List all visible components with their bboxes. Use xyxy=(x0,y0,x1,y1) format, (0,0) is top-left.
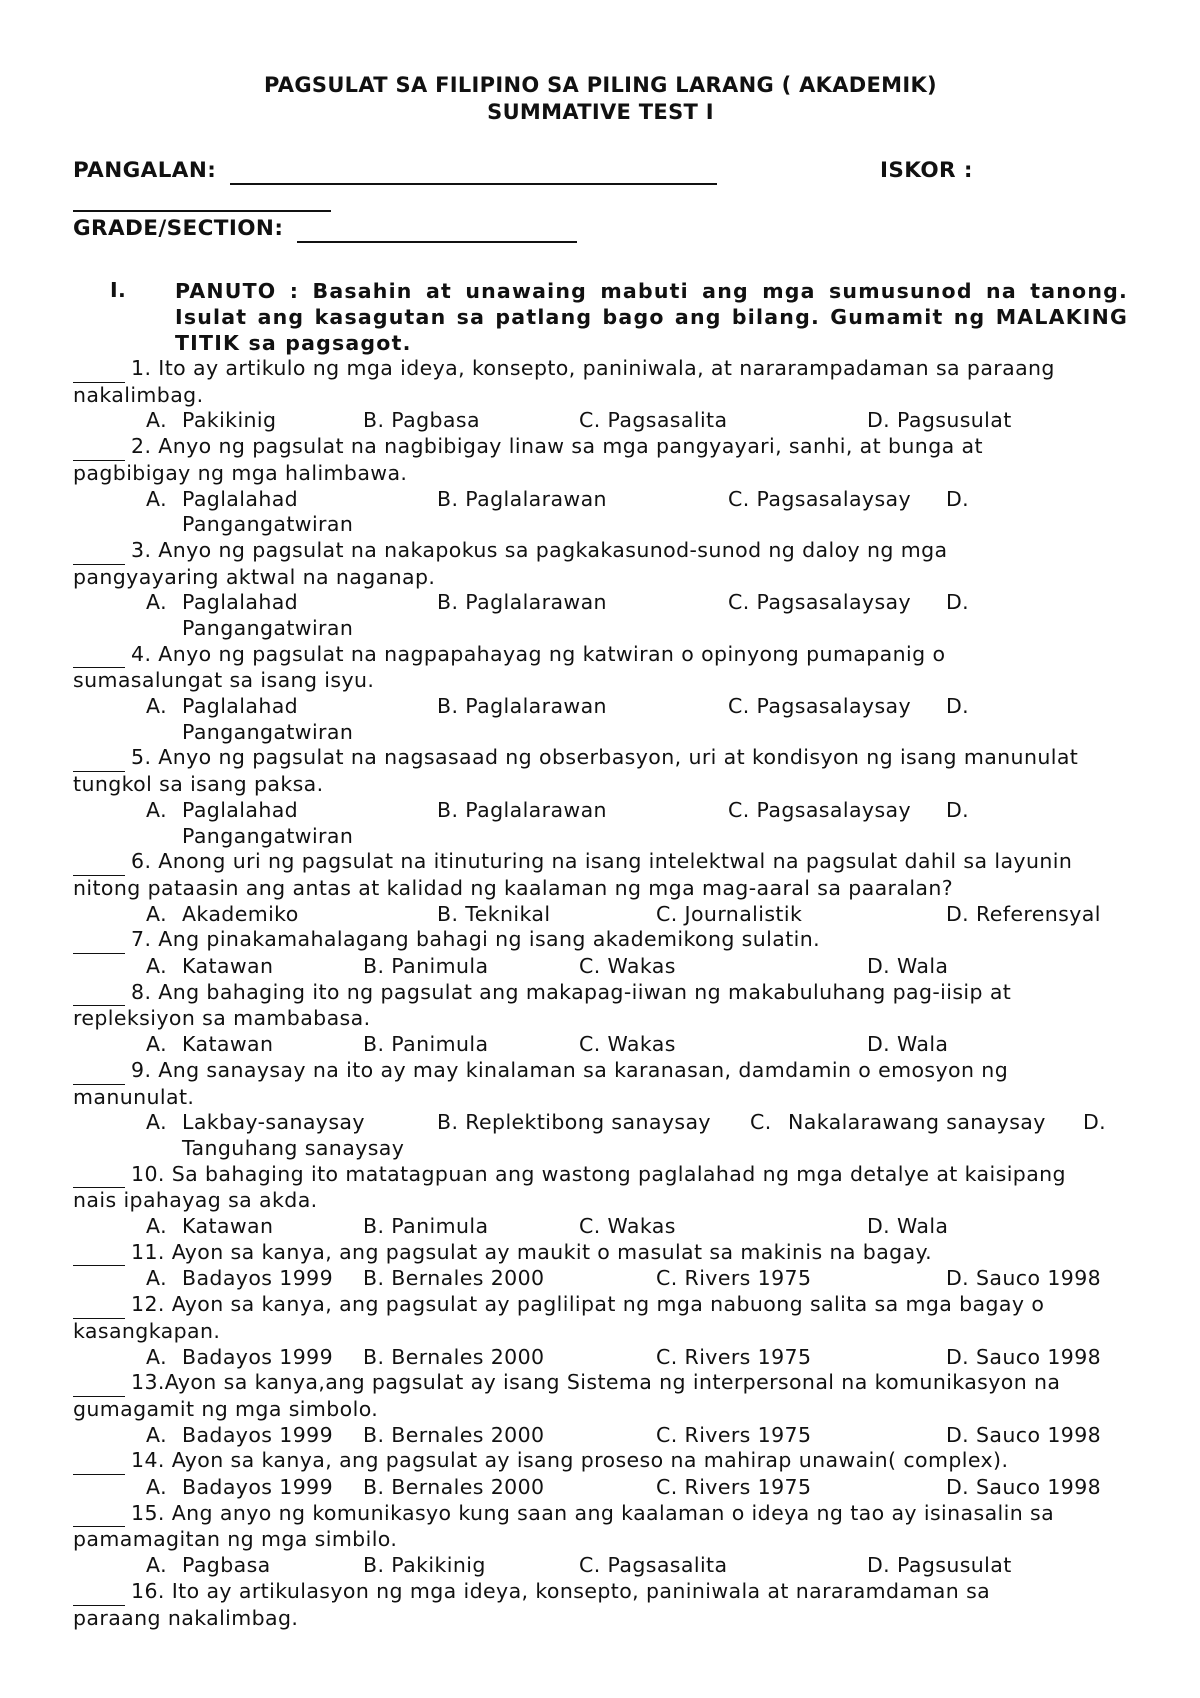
question-text-continued: tungkol sa isang paksa. xyxy=(73,772,324,797)
question-item xyxy=(73,1370,1128,1448)
answer-blank[interactable] xyxy=(73,980,125,1007)
question-line xyxy=(73,538,1128,565)
question-item xyxy=(73,1162,1128,1240)
answer-blank[interactable] xyxy=(73,642,125,669)
option-c: C. Pagsasalaysay xyxy=(728,590,912,615)
instructions xyxy=(73,278,1128,356)
question-text: 11. Ayon sa kanya, ang pagsulat ay maukit o masulat sa makinis na bagay. xyxy=(131,1239,933,1264)
answer-blank[interactable] xyxy=(73,1058,125,1085)
answer-blank[interactable] xyxy=(73,1162,125,1189)
answer-blank[interactable] xyxy=(73,1501,125,1528)
name-blank[interactable] xyxy=(230,158,717,185)
question-line xyxy=(73,927,1128,954)
question-text-continued: pamamagitan ng mga simbilo. xyxy=(73,1527,398,1552)
question-text: 5. Anyo ng pagsulat na nagsasaad ng obserbasyon, uri at kondisyon ng isang manunulat xyxy=(131,745,1079,770)
option-c: C. Rivers 1975 xyxy=(656,1266,812,1291)
question-line xyxy=(73,1162,1128,1189)
question-item xyxy=(73,1240,1128,1292)
option-a: Akademiko xyxy=(182,901,299,926)
document-subtitle: SUMMATIVE TEST I xyxy=(487,100,714,124)
option-d-letter: D. xyxy=(946,694,970,719)
option-a: Paglalahad xyxy=(182,590,299,615)
section-row xyxy=(73,216,1128,248)
question-text-continued: paraang nakalimbag. xyxy=(73,1605,299,1630)
question-text-continued: kasangkapan. xyxy=(73,1318,221,1343)
option-a-letter: A. xyxy=(146,954,167,979)
option-a: Badayos 1999 xyxy=(182,1266,334,1291)
answer-blank[interactable] xyxy=(73,356,125,383)
option-d: D. Wala xyxy=(867,1032,949,1057)
option-a-letter: A. xyxy=(146,1110,167,1135)
option-b: B. Bernales 2000 xyxy=(363,1344,545,1369)
score-label: ISKOR : xyxy=(880,158,973,183)
option-a: Paglalahad xyxy=(182,486,299,511)
options-row xyxy=(73,1110,1128,1161)
options-row xyxy=(73,487,1128,538)
question-text: 9. Ang sanaysay na ito ay may kinalaman sa karanasan, damdamin o emosyon ng xyxy=(131,1057,1009,1082)
options-row xyxy=(73,1475,1128,1501)
option-b: B. Teknikal xyxy=(437,901,551,926)
option-a: Lakbay-sanaysay xyxy=(182,1110,365,1135)
option-a-letter: A. xyxy=(146,901,167,926)
question-line xyxy=(73,356,1128,383)
option-b: B. Paglalarawan xyxy=(437,694,607,719)
question-text: 3. Anyo ng pagsulat na nakapokus sa pagkakasunod-sunod ng daloy ng mga xyxy=(131,537,948,562)
answer-blank[interactable] xyxy=(73,1292,125,1319)
option-b: B. Bernales 2000 xyxy=(363,1266,545,1291)
question-text-continued: pagbibigay ng mga halimbawa. xyxy=(73,460,408,485)
question-text: 7. Ang pinakamahalagang bahagi ng isang akademikong sulatin. xyxy=(131,927,821,952)
instructions-text: PANUTO : Basahin at unawaing mabuti ang mga sumusunod na tanong. Isulat ang kasagutan sa patlang bago ang bilang. Gumamit ng MALAKING TITIK sa pagsagot. xyxy=(175,279,1128,355)
options-row xyxy=(73,408,1128,434)
options-row xyxy=(73,1345,1128,1371)
option-c: C. Journalistik xyxy=(656,901,803,926)
option-c: C. Wakas xyxy=(579,1214,676,1239)
question-item xyxy=(73,1058,1128,1162)
question-text: 8. Ang bahaging ito ng pagsulat ang makapag-iiwan ng makabuluhang pag-iisip at xyxy=(131,979,1012,1004)
options-row xyxy=(73,798,1128,849)
score-blank-row xyxy=(73,188,1128,214)
options-row xyxy=(73,1266,1128,1292)
question-text-continued: nais ipahayag sa akda. xyxy=(73,1188,318,1213)
answer-blank[interactable] xyxy=(73,1370,125,1397)
option-d-letter: D. xyxy=(1083,1110,1107,1135)
question-text: 1. Ito ay artikulo ng mga ideya, konsepto, paniniwala, at nararampadaman sa paraang xyxy=(131,356,1055,380)
question-text-continued: pangyayaring aktwal na naganap. xyxy=(73,564,436,589)
question-text-continued: repleksiyon sa mambabasa. xyxy=(73,1006,371,1031)
option-a: Paglalahad xyxy=(182,797,299,822)
option-d: Pangangatwiran xyxy=(182,615,354,640)
answer-blank[interactable] xyxy=(73,927,125,954)
option-d: D. Pagsusulat xyxy=(867,408,1012,433)
option-d: D. Pagsusulat xyxy=(867,1553,1012,1578)
option-a: Pagbasa xyxy=(182,1553,271,1578)
option-d: Pangangatwiran xyxy=(182,823,354,848)
option-c: C. Rivers 1975 xyxy=(656,1344,812,1369)
option-c: C. Pagsasalita xyxy=(579,408,728,433)
option-a: Paglalahad xyxy=(182,694,299,719)
option-c: C. Rivers 1975 xyxy=(656,1422,812,1447)
question-text: 13.Ayon sa kanya,ang pagsulat ay isang Sistema ng interpersonal na komunikasyon na xyxy=(131,1370,1061,1395)
answer-blank[interactable] xyxy=(73,1448,125,1475)
question-text: 6. Anong uri ng pagsulat na itinuturing na isang intelektwal na pagsulat dahil sa layunin xyxy=(131,849,1073,874)
question-text-continued: nakalimbag. xyxy=(73,382,204,407)
question-item xyxy=(73,1292,1128,1370)
document-title: PAGSULAT SA FILIPINO SA PILING LARANG ( AKADEMIK) xyxy=(264,73,937,97)
question-line xyxy=(73,1579,1128,1606)
option-b: B. Panimula xyxy=(363,954,489,979)
option-a-letter: A. xyxy=(146,1032,167,1057)
question-item xyxy=(73,356,1128,434)
instructions-number: I. xyxy=(110,278,127,302)
option-b: B. Bernales 2000 xyxy=(363,1422,545,1447)
score-blank[interactable] xyxy=(73,188,331,212)
option-d: Tanguhang sanaysay xyxy=(182,1135,405,1160)
question-text: 15. Ang anyo ng komunikasyo kung saan ang kaalaman o ideya ng tao ay isinasalin sa xyxy=(131,1500,1055,1525)
question-line xyxy=(73,1058,1128,1085)
section-blank[interactable] xyxy=(297,216,577,243)
question-text-continued: nitong pataasin ang antas at kalidad ng kaalaman ng mga mag-aaral sa paaralan? xyxy=(73,875,954,900)
question-list xyxy=(73,356,1128,1631)
question-text: 12. Ayon sa kanya, ang pagsulat ay paglilipat ng mga nabuong salita sa mga bagay o xyxy=(131,1292,1045,1317)
option-c: C. Pagsasalita xyxy=(579,1553,728,1578)
option-c: C. Pagsasalaysay xyxy=(728,694,912,719)
option-a-letter: A. xyxy=(146,590,167,615)
question-line xyxy=(73,434,1128,461)
options-row xyxy=(73,590,1128,641)
option-a: Katawan xyxy=(182,1032,274,1057)
option-c: Nakalarawang sanaysay xyxy=(788,1110,1046,1135)
question-item xyxy=(73,927,1128,979)
option-a: Katawan xyxy=(182,954,274,979)
option-a-letter: A. xyxy=(146,1422,167,1447)
option-a-letter: A. xyxy=(146,1214,167,1239)
options-row xyxy=(73,1032,1128,1058)
option-d-letter: D. xyxy=(946,797,970,822)
option-a-letter: A. xyxy=(146,797,167,822)
question-text: 4. Anyo ng pagsulat na nagpapahayag ng katwiran o opinyong pumapanig o xyxy=(131,641,946,666)
option-b: B. Pagbasa xyxy=(363,408,480,433)
question-line xyxy=(73,1448,1128,1475)
option-d: D. Wala xyxy=(867,1214,949,1239)
question-item xyxy=(73,1501,1128,1579)
option-d: D. Sauco 1998 xyxy=(946,1422,1102,1447)
question-line xyxy=(73,642,1128,669)
options-row xyxy=(73,1553,1128,1579)
question-line xyxy=(73,980,1128,1007)
option-a: Katawan xyxy=(182,1214,274,1239)
question-line xyxy=(73,1240,1128,1267)
answer-blank[interactable] xyxy=(73,538,125,565)
option-c-letter: C. xyxy=(750,1110,772,1135)
option-c: C. Wakas xyxy=(579,1032,676,1057)
options-row xyxy=(73,902,1128,928)
question-item xyxy=(73,849,1128,927)
option-b: B. Pakikinig xyxy=(363,1553,486,1578)
question-text: 14. Ayon sa kanya, ang pagsulat ay isang proseso na mahirap unawain( complex). xyxy=(131,1448,1009,1473)
question-line xyxy=(73,849,1128,876)
answer-blank[interactable] xyxy=(73,745,125,772)
question-item xyxy=(73,1448,1128,1500)
option-a-letter: A. xyxy=(146,694,167,719)
option-d-letter: D. xyxy=(946,486,970,511)
option-d: D. Sauco 1998 xyxy=(946,1475,1102,1500)
option-c: C. Pagsasalaysay xyxy=(728,486,912,511)
option-b: B. Paglalarawan xyxy=(437,590,607,615)
name-score-row xyxy=(73,158,1128,188)
option-a-letter: A. xyxy=(146,1266,167,1291)
question-line xyxy=(73,1370,1128,1397)
option-a-letter: A. xyxy=(146,1553,167,1578)
question-text: 16. Ito ay artikulasyon ng mga ideya, konsepto, paniniwala at nararamdaman sa xyxy=(131,1578,991,1603)
option-b: B. Paglalarawan xyxy=(437,797,607,822)
question-line xyxy=(73,1292,1128,1319)
option-a-letter: A. xyxy=(146,486,167,511)
option-a: Badayos 1999 xyxy=(182,1344,334,1369)
question-text: 2. Anyo ng pagsulat na nagbibigay linaw sa mga pangyayari, sanhi, at bunga at xyxy=(131,434,983,459)
option-b: B. Replektibong sanaysay xyxy=(437,1110,711,1135)
option-c: C. Wakas xyxy=(579,954,676,979)
question-item xyxy=(73,642,1128,746)
question-item xyxy=(73,538,1128,642)
option-d: D. Sauco 1998 xyxy=(946,1266,1102,1291)
option-a-letter: A. xyxy=(146,1475,167,1500)
options-row xyxy=(73,1214,1128,1240)
name-label: PANGALAN: xyxy=(73,158,217,183)
option-d: D. Wala xyxy=(867,954,949,979)
option-a-letter: A. xyxy=(146,1344,167,1369)
question-text-continued: manunulat. xyxy=(73,1084,195,1109)
option-d: Pangangatwiran xyxy=(182,512,354,537)
question-item xyxy=(73,745,1128,849)
question-item xyxy=(73,980,1128,1058)
question-text-continued: gumagamit ng mga simbolo. xyxy=(73,1396,379,1421)
question-text: 10. Sa bahaging ito matatagpuan ang wastong paglalahad ng mga detalye at kaisipang xyxy=(131,1161,1066,1186)
options-row xyxy=(73,954,1128,980)
option-b: B. Panimula xyxy=(363,1032,489,1057)
option-a: Badayos 1999 xyxy=(182,1475,334,1500)
answer-blank[interactable] xyxy=(73,1240,125,1267)
answer-blank[interactable] xyxy=(73,434,125,461)
question-item xyxy=(73,434,1128,538)
question-text-continued: sumasalungat sa isang isyu. xyxy=(73,668,375,693)
option-b: B. Panimula xyxy=(363,1214,489,1239)
option-d-letter: D. xyxy=(946,590,970,615)
question-line xyxy=(73,745,1128,772)
option-d: D. Referensyal xyxy=(946,901,1101,926)
question-line xyxy=(73,1501,1128,1528)
option-b: B. Paglalarawan xyxy=(437,486,607,511)
option-a: Pakikinig xyxy=(182,408,277,433)
option-a-letter: A. xyxy=(146,408,167,433)
option-d: D. Sauco 1998 xyxy=(946,1344,1102,1369)
option-a: Badayos 1999 xyxy=(182,1422,334,1447)
options-row xyxy=(73,1423,1128,1449)
question-item xyxy=(73,1579,1128,1631)
answer-blank[interactable] xyxy=(73,1579,125,1606)
option-b: B. Bernales 2000 xyxy=(363,1475,545,1500)
options-row xyxy=(73,694,1128,745)
option-d: Pangangatwiran xyxy=(182,719,354,744)
section-label: GRADE/SECTION: xyxy=(73,216,284,241)
option-c: C. Pagsasalaysay xyxy=(728,797,912,822)
answer-blank[interactable] xyxy=(73,849,125,876)
option-c: C. Rivers 1975 xyxy=(656,1475,812,1500)
